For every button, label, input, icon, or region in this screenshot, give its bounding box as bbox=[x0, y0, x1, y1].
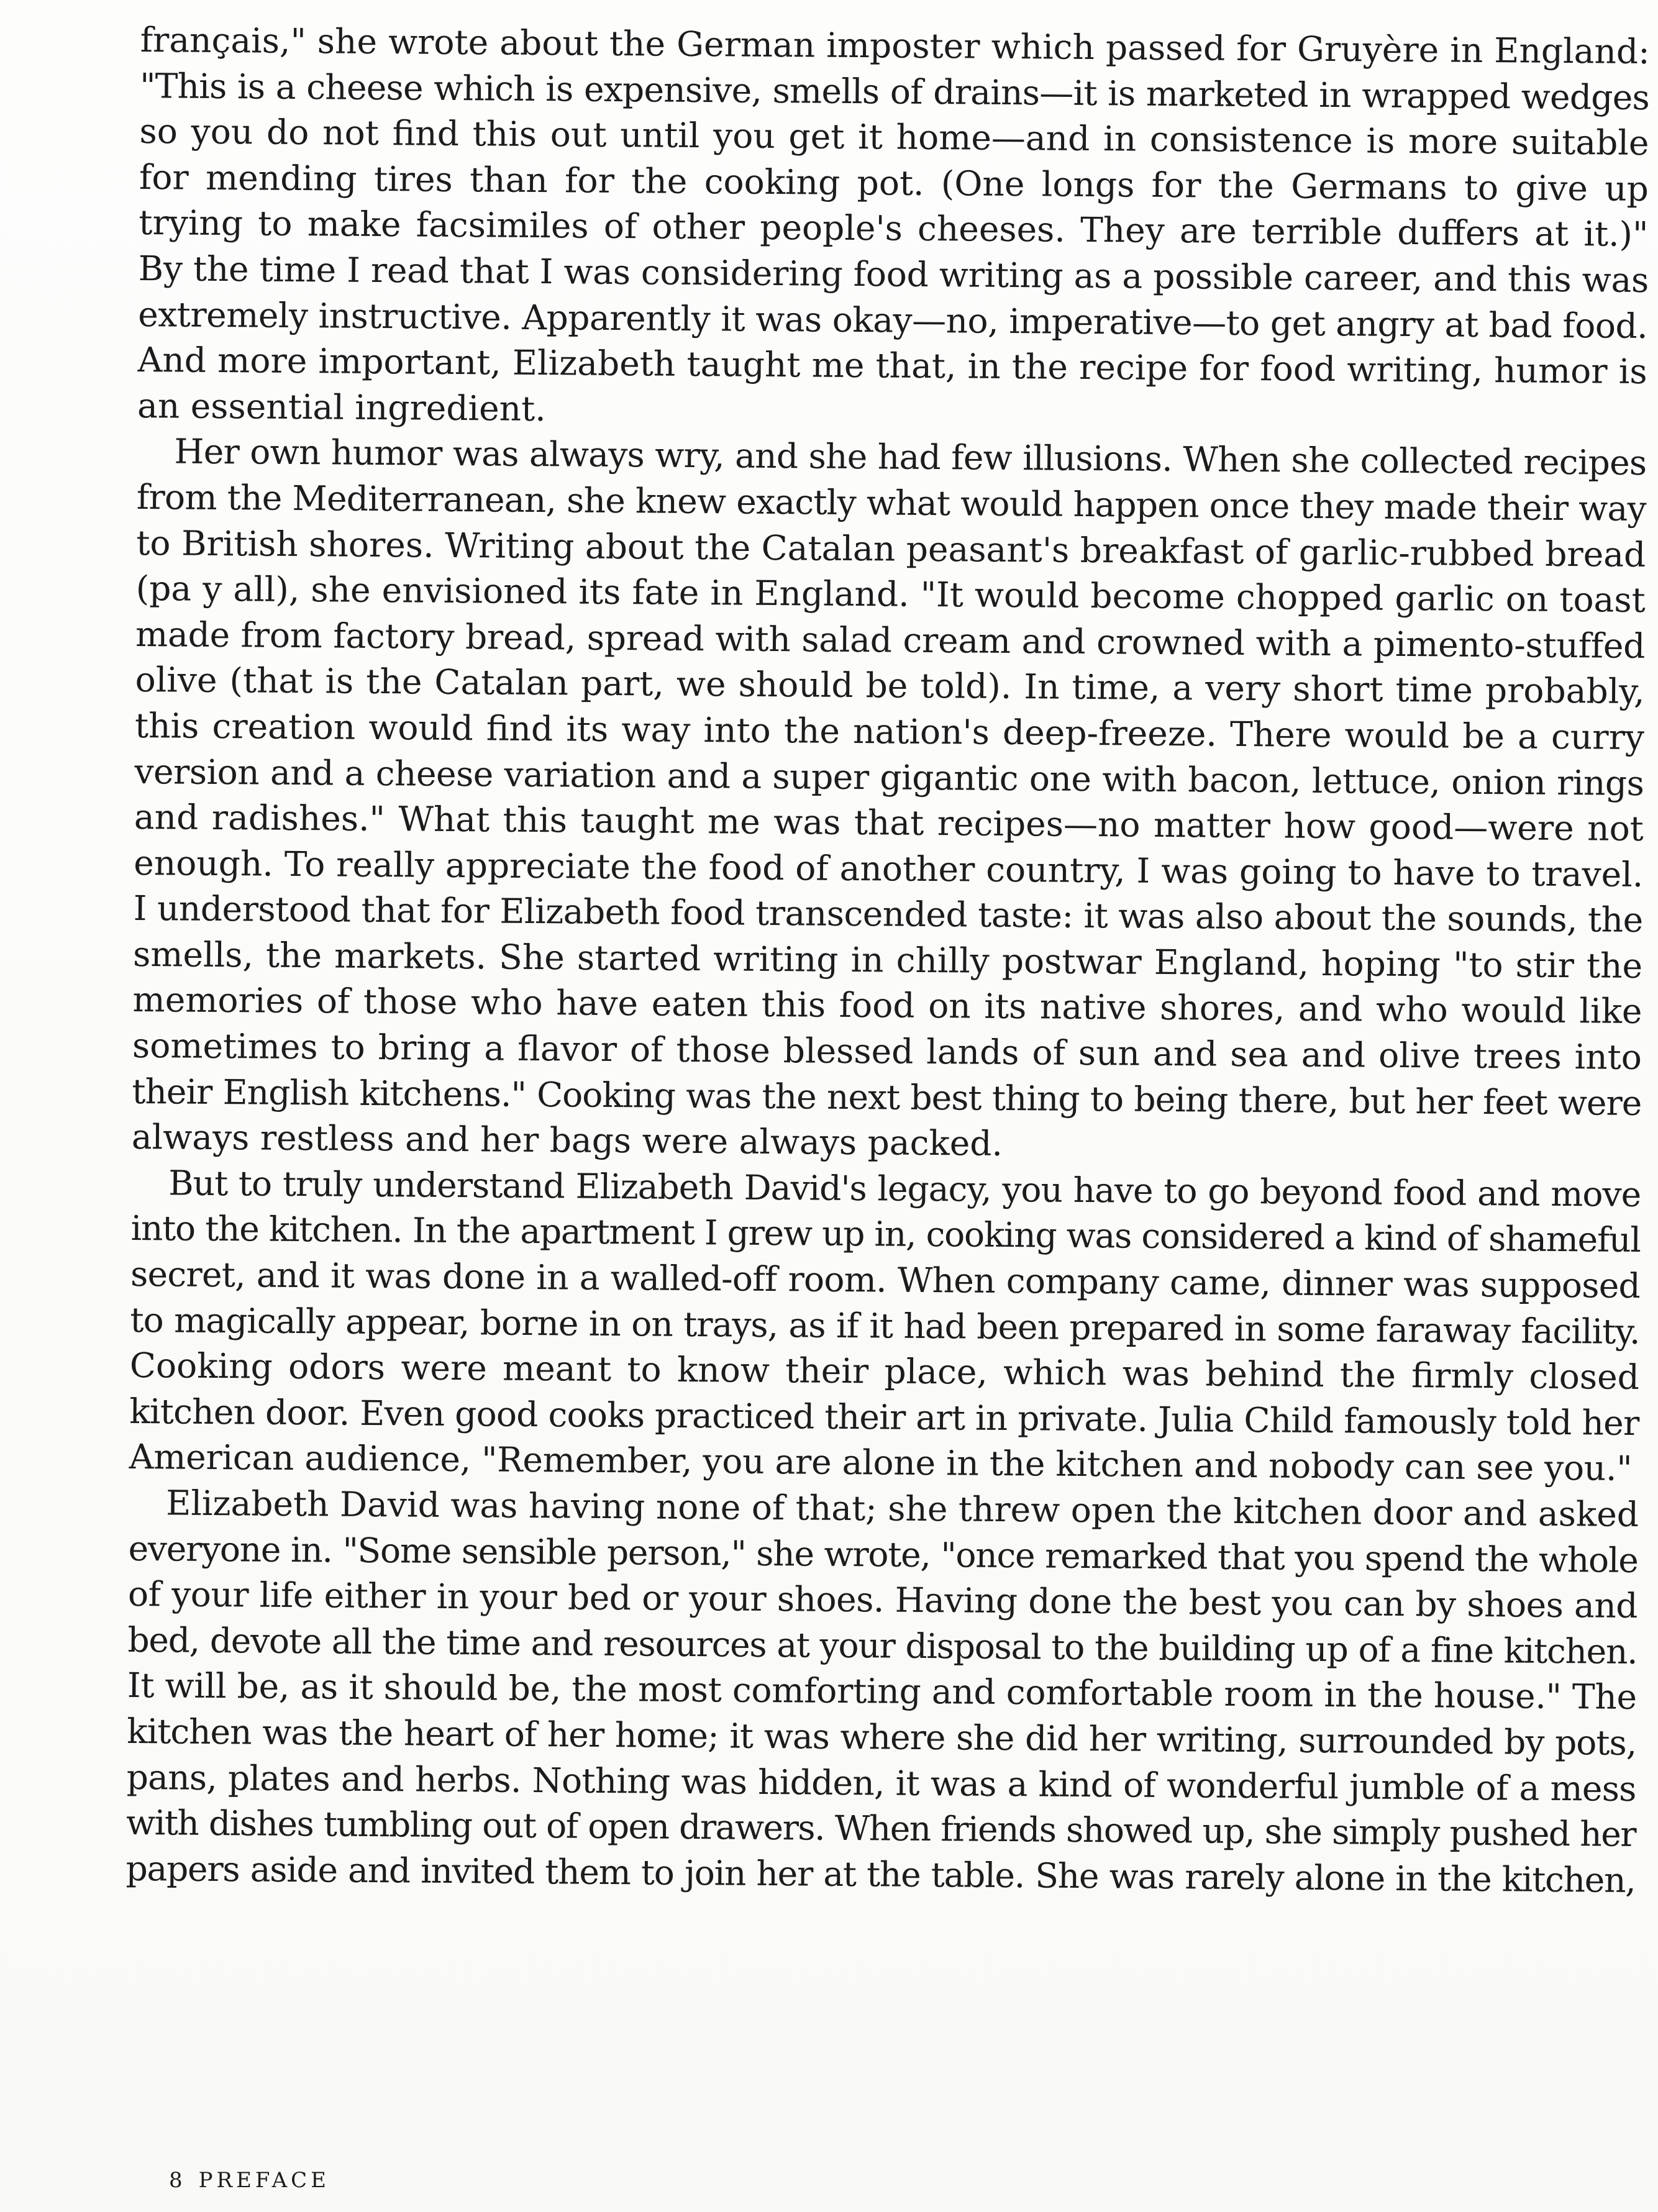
text-line: sometimes to bring a flavor of those blessed lands of sun and sea and olive trees into bbox=[132, 1026, 1642, 1078]
text-line: extremely instructive. Apparently it was okay—no, imperative—to get angry at bad food. bbox=[137, 294, 1648, 346]
text-line: their English kitchens." Cooking was the next best thing to being there, but her feet were bbox=[132, 1071, 1642, 1123]
text-line: français," she wrote about the German imposter which passed for Gruyère in England: bbox=[140, 19, 1650, 72]
text-line: papers aside and invited them to join her at the table. She was rarely alone in the kitchen, bbox=[125, 1848, 1636, 1900]
text-line: into the kitchen. In the apartment I grew up in, cooking was considered a kind of shameful bbox=[130, 1208, 1641, 1260]
body-text bbox=[125, 17, 1650, 1903]
text-line: pans, plates and herbs. Nothing was hidden, it was a kind of wonderful jumble of a mess bbox=[126, 1757, 1636, 1809]
text-line: to magically appear, borne in on trays, as if it had been prepared in some faraway facility. bbox=[130, 1299, 1640, 1352]
text-line: Elizabeth David was having none of that; she threw open the kitchen door and asked bbox=[165, 1483, 1639, 1535]
text-line: "This is a cheese which is expensive, smells of drains—it is marketed in wrapped wedges bbox=[139, 65, 1650, 117]
page-footer bbox=[169, 2168, 330, 2193]
text-line: secret, and it was done in a walled-off room. When company came, dinner was supposed bbox=[130, 1254, 1641, 1306]
text-line: By the time I read that I was considering food writing as a possible career, and this was bbox=[138, 248, 1649, 301]
running-head: PREFACE bbox=[198, 2168, 330, 2193]
text-line: And more important, Elizabeth taught me that, in the recipe for food writing, humor is bbox=[137, 340, 1647, 392]
text-line: I understood that for Elizabeth food transcended taste: it was also about the sounds, the bbox=[133, 888, 1643, 940]
text-line: from the Mediterranean, she knew exactly what would happen once they made their way bbox=[136, 476, 1647, 529]
text-line: to British shores. Writing about the Catalan peasant's breakfast of garlic-rubbed bread bbox=[136, 522, 1646, 575]
text-line: But to truly understand Elizabeth David's legacy, you have to go beyond food and move bbox=[168, 1163, 1641, 1214]
text-line: kitchen was the heart of her home; it was where she did her writing, surrounded by pots, bbox=[127, 1711, 1637, 1763]
text-line: Cooking odors were meant to know their place, which was behind the firmly closed bbox=[129, 1345, 1640, 1398]
text-line: so you do not find this out until you get it home—and in consistence is more suitable bbox=[139, 111, 1649, 163]
page-number: 8 bbox=[169, 2168, 183, 2193]
text-line: always restless and her bags were always packed. bbox=[131, 1117, 1003, 1164]
text-line: and radishes." What this taught me was that recipes—no matter how good—were not bbox=[134, 797, 1644, 849]
text-line: kitchen door. Even good cooks practiced their art in private. Julia Child famously told her bbox=[129, 1391, 1639, 1443]
text-line: bed, devote all the time and resources at your disposal to the building up of a fine kitchen. bbox=[127, 1619, 1638, 1672]
text-line: smells, the markets. She started writing in chilly postwar England, hoping "to stir the bbox=[132, 934, 1643, 986]
text-line: an essential ingredient. bbox=[137, 385, 546, 429]
text-line: enough. To really appreciate the food of another country, I was going to have to travel. bbox=[134, 842, 1644, 894]
text-line: this creation would find its way into the nation's deep-freeze. There would be a curry bbox=[134, 705, 1645, 757]
text-line: American audience, "Remember, you are alone in the kitchen and nobody can see you." bbox=[129, 1437, 1633, 1489]
text-line: version and a cheese variation and a super gigantic one with bacon, lettuce, onion rings bbox=[134, 751, 1644, 803]
text-line: olive (that is the Catalan part, we should be told). In time, a very short time probably, bbox=[135, 660, 1645, 712]
text-line: made from factory bread, spread with salad cream and crowned with a pimento-stuffed bbox=[135, 614, 1646, 666]
text-line: (pa y all), she envisioned its fate in England. "It would become chopped garlic on toast bbox=[135, 568, 1646, 621]
text-line: everyone in. "Some sensible person," she wrote, "once remarked that you spend the whole bbox=[128, 1528, 1638, 1580]
text-line: with dishes tumbling out of open drawers. When friends showed up, she simply pushed her bbox=[125, 1803, 1636, 1855]
text-line: Her own humor was always wry, and she had few illusions. When she collected recipes bbox=[174, 431, 1647, 483]
text-line: It will be, as it should be, the most comforting and comfortable room in the house." The bbox=[127, 1665, 1638, 1718]
text-line: trying to make facsimiles of other people's cheeses. They are terrible duffers at it.)" bbox=[139, 203, 1649, 255]
text-line: memories of those who have eaten this food on its native shores, and who would like bbox=[132, 980, 1642, 1032]
text-line: of your life either in your bed or your shoes. Having done the best you can by shoes and bbox=[127, 1574, 1638, 1626]
text-line: for mending tires than for the cooking pot. (One longs for the Germans to give up bbox=[139, 157, 1649, 209]
